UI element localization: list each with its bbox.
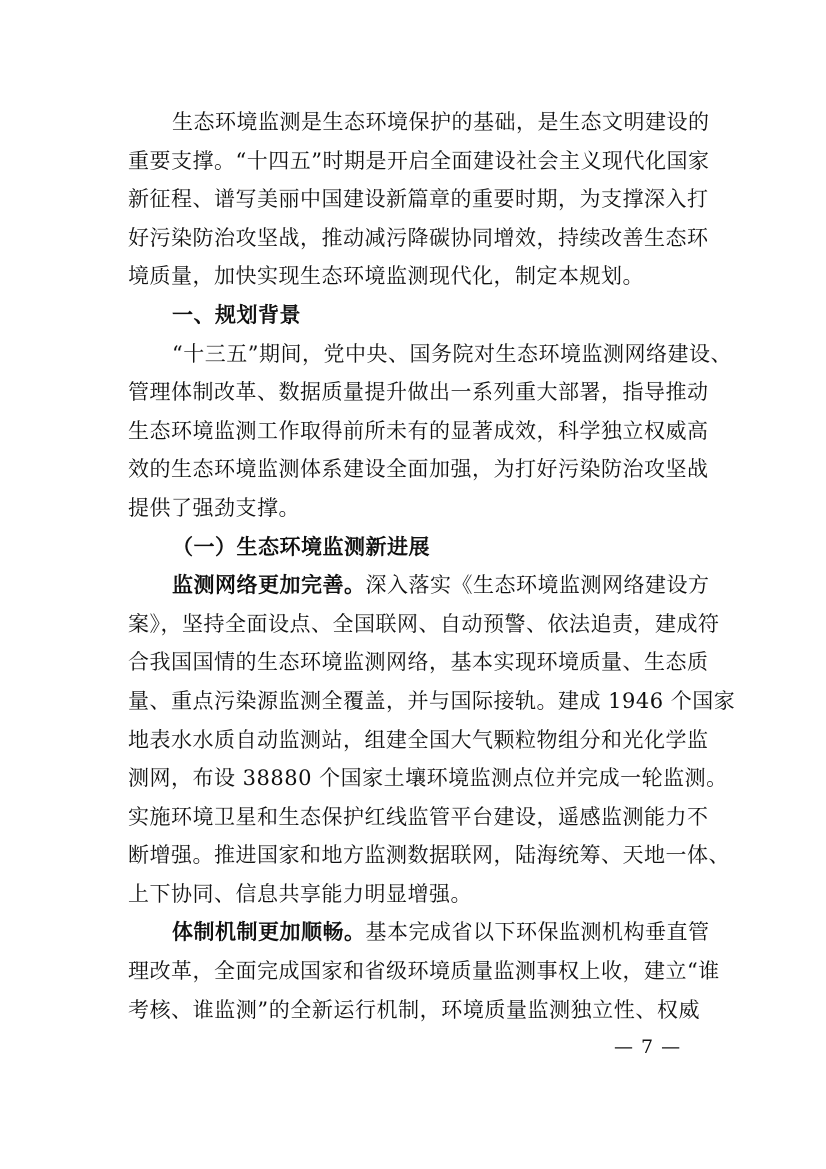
text-line: 合我国国情的生态环境监测网络，基本实现环境质量、生态质 bbox=[128, 650, 709, 675]
text-line bbox=[128, 913, 710, 952]
text-line: 效的生态环境监测体系建设全面加强，为打好污染防治攻坚战 bbox=[128, 457, 709, 482]
text-line: 考核、谁监测”的全新运行机制，环境质量监测独立性、权威 bbox=[128, 997, 700, 1022]
intro-paragraph bbox=[128, 103, 710, 296]
paragraph-text: 深入落实《生态环境监测网络建设方 bbox=[365, 573, 710, 598]
text-line: 案》，坚持全面设点、全国联网、自动预警、依法追责，建成符 bbox=[128, 611, 720, 636]
text-line: 断增强。推进国家和地方监测数据联网，陆海统筹、天地一体、 bbox=[128, 843, 730, 868]
subsection-heading: （一）生态环境监测新进展 bbox=[172, 533, 430, 559]
text-line: 新征程、谱写美丽中国建设新篇章的重要时期，为支撑深入打 bbox=[128, 187, 709, 212]
text-line: 管理体制改革、数据质量提升做出一系列重大部署，指导推动 bbox=[128, 380, 709, 405]
paragraph-text: 基本完成省以下环保监测机构垂直管 bbox=[365, 920, 710, 945]
text-line: 测网，布设 38880 个国家土壤环境监测点位并完成一轮监测。 bbox=[128, 766, 728, 791]
text-line: 理改革，全面完成国家和省级环境质量监测事权上收，建立“谁 bbox=[128, 959, 720, 984]
text-line: “十三五”期间，党中央、国务院对生态环境监测网络建设、 bbox=[172, 341, 732, 366]
mechanism-paragraph bbox=[128, 913, 720, 1029]
text-line: 境质量，加快实现生态环境监测现代化，制定本规划。 bbox=[128, 264, 644, 289]
network-paragraph bbox=[128, 566, 736, 913]
paragraph-lead: 监测网络更加完善。 bbox=[172, 572, 366, 598]
document-body bbox=[128, 103, 736, 1029]
text-line: 上下协同、信息共享能力明显增强。 bbox=[128, 881, 472, 906]
text-line: 好污染防治攻坚战，推动减污降碳协同增效，持续改善生态环 bbox=[128, 225, 709, 250]
text-line: 生态环境监测是生态环境保护的基础，是生态文明建设的 bbox=[172, 110, 710, 134]
paragraph-lead: 体制机制更加顺畅。 bbox=[172, 919, 366, 945]
text-line: 实施环境卫星和生态保护红线监管平台建设，遥感监测能力不 bbox=[128, 804, 709, 829]
text-line: 量、重点污染源监测全覆盖，并与国际接轨。建成 1946 个国家 bbox=[128, 688, 736, 713]
background-paragraph bbox=[128, 335, 732, 528]
page-number: — 7 — bbox=[614, 1036, 682, 1058]
section-heading: 一、规划背景 bbox=[172, 302, 301, 327]
text-line: 重要支撑。“十四五”时期是开启全面建设社会主义现代化国家 bbox=[128, 148, 710, 173]
text-line bbox=[128, 566, 710, 605]
text-line: 生态环境监测工作取得前所未有的显著成效，科学独立权威高 bbox=[128, 418, 709, 443]
text-line: 地表水水质自动监测站，组建全国大气颗粒物组分和光化学监 bbox=[128, 727, 709, 752]
text-line: 提供了强劲支撑。 bbox=[128, 495, 300, 520]
